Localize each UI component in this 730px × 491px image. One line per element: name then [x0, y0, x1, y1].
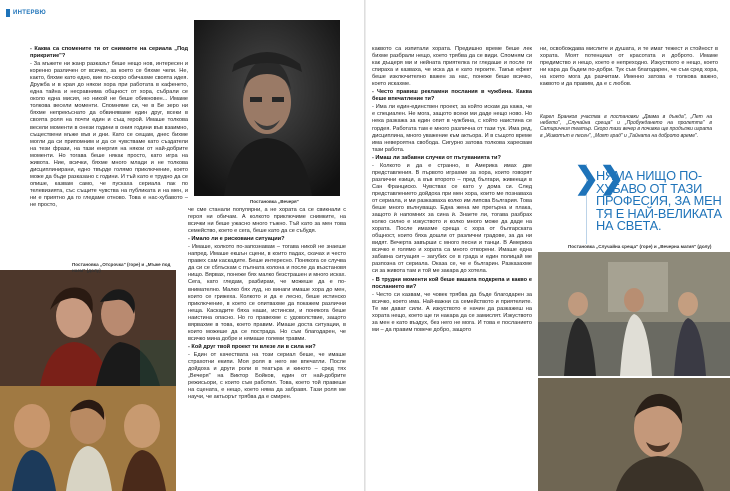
caption-text: Постановка „Вечеря" [250, 199, 299, 204]
answer-6: - Често си казвам, че човек трябва да бъде благодарен за всичко, което има. Най-важни са семейството и приятелите. Те ми дават сили. А изкуството е начин да разкажеш на хората нещо, което ще ги накара да се замислят. Изкуството за мен е като въздух, без него не мога. И това е посланието ми – да правим повече добро, защото [372, 291, 532, 333]
stage-photo-men [0, 386, 176, 491]
question-5: - Имаш ли забавни случки от пътуванията ти? [372, 154, 501, 161]
question-1: - Каква са спомените ти от снимките на сериала „Под прикритие"? [30, 46, 188, 60]
stage-photo-right-top [538, 252, 730, 376]
caption-text: Постановка „Случайна среща" (горе) и „Вечерна магия" (долу) [568, 244, 712, 249]
article-column-3 [372, 46, 532, 488]
stage-photo-couple [0, 270, 176, 386]
stage-image-right-bottom [538, 378, 730, 491]
portrait-photo [194, 20, 340, 196]
caption-text: Постановка „Отсрочка" (горе) и „Мъже под наем" (долу) [72, 262, 171, 273]
question-2: - Имало ли е рисковани ситуации? [188, 236, 285, 243]
right-photos-caption [568, 244, 728, 250]
page-gutter [364, 0, 366, 491]
stage-photo-right-bottom [538, 378, 730, 491]
stage-image-right-top [538, 252, 730, 376]
section-tab [6, 8, 46, 18]
answer-5: - Колкото и да е странно, в Америка имах две представления. В първото играхме за хора, които говорят различни езици, а във второто – пред българи, живеещи в Сан Франциско. Чувствах се като у дома си. След представлението дойдоха при мен хора, които ме познаваха от сериала, и ми разказваха колко им липсва България. Това беше много вълнуващо. Една жена ме прегърна и плака, защото ѝ напомних за сина ѝ. Знаете ли, тогава разбрах колко силно е изкуството и колко много може да даде на хората. После имахме среща с хора от българската общност, които бяха дошли от различни градове, за да ни видят. Вечерта завърши с много песни и танци. В Америка всичко е голямо и хората са много отворени. Имаше една забавна ситуация – загубих се в града и един полицай ме разпозна от сериала. Оказа се, че е българин. Разказахме си за живота там и той ме закара до хотела. [372, 162, 532, 275]
quote-marks-icon: ❯❯ [574, 161, 625, 196]
pull-quote [574, 161, 724, 234]
article-column-2 [188, 207, 346, 487]
left-photos-caption [72, 262, 182, 273]
question-6: - В трудни моменти кой беше вашата подкрепа и какво е посланието ви? [372, 276, 532, 290]
answer-2: - Имаше, колкото по-запознавам – тогава никой не знаеше напред. Имаше екшън сцени, в които падах, скачах и често правех сам каскадите. Беше интересно. Понякога се случва да си се сблъскам с пълната колона и после да възстановя нищо. Вярвах, понеже бях малко безстрашен и много исках. Сега, като гледам, разбирам, че можеше да е по-внимателно. Малко бях луд, но винаги имаше хора до мен, които се грижеха. Колкото и да е лесно, беше истинско приключение, в което се опитвахме да покажем различни неща. Каскадите бяха наши, истински, и понякога беше наистина опасно. Но го правехме с удоволствие, защото вярвахме в това, което правим. Имаше доста ситуации, в които можеше да се пострада. Но съм благодарен, че всичко мина добре и нямаше големи травми. [188, 244, 346, 342]
paragraph-4a: ни, освобождава мислите и душата, и те имат тежест и стойност в хората. Моят потенциал от красотата и доброто. Имаме предимство и нещо, което е непреходно. Изкуството е нещо, което ни кара да бъдем по-добри. Тук съм благодарен, че съм сред хора, на които мога да разчитам. Именно затова е толкова важно, каквото и да правим, да е с любов. [540, 46, 718, 88]
paragraph-2a: че сме станали популярни, а не хората са се свикнали с героя ни обичам. А колкото приключиме снимките, на всички ни беше ужасно много тъжно. Тъй като за мен това семейство, което е сега, беше като да се събудя. [188, 207, 346, 235]
portrait-caption [250, 199, 299, 205]
credits-text: Карел Бранков участва в постановки „Двама в дъжда", „Пет на небето", „Случайна среща" и „Пробуждането на пролетта" в Сатиричния театър. Скоро тази вечер в почивка ще продължи играта в „Животът е песен", „Моят град" и „Тайната на доброто време". [540, 114, 712, 139]
question-3: - Кой друг твой проект ти влезе ли в сила ни? [188, 343, 316, 350]
portrait-image [194, 20, 340, 196]
credits-note [540, 114, 712, 160]
article-column-1 [30, 46, 188, 264]
answer-4: - Има ли един-единствен проект, за който искам да кажа, че е специален. Не мога, защото всеки ми даде нещо ново. Но нека разкажа за един опит в чужбина, с който наистина се гордея. Работата там е много различна от тази тук. Има ред, дисциплина, много уважение към актьора. И в същото време има невероятна свобода. Сигурно затова толкова харесвам тази работа. [372, 104, 532, 153]
stage-image-men [0, 386, 176, 491]
question-4: - Често правиш рекламни послания в чужбина. Каква беше впечатление ти? [372, 89, 532, 103]
answer-1: - За мъжете ни жанр разказът беше нещо нов, интересен и коренно различен от всичко, за което се бяхме чели. Не, както, бяхме като едно, вие по-скоро обичахме своята идея. Дружба и в края до някои хора при работата в кафенето, една тайна и несравнима общност от хора, събрали се около една мисия, но никой не беше обикновен... Имаме толкова весели моменти. Спомняме си, че в Бе зеро ни бяхме непрекъснато да обвиняваме един друг, всеки в своята роля на почти един и същ герой. Имаше толкова весели моменти в онези години в ония години във взаимно, съществени мъже във и дни. Като се сещам, днес бихме могли да си припомним и да се чувстваме като създатели на тези фрази, на тази енергия на някои от най-добрите моменти. Но тогава беше някак просто, като игра на живота. Ние, всички, бяхме много млади и не толкова дисциплинирани, едно твърде голямо приключение, което може да бъде разказано с години. И тъй като е трудно да се опише, казвам само, че пускаха сериала пак по телевизията, със същите чувства на публиката и на мен, и ни е приятно да го гледаме отново. Това е нас-хубавото – не просто, [30, 61, 188, 209]
stage-image-couple [0, 270, 176, 386]
pull-quote-text: НЯМА НИЩО ПО-ХУБАВО ОТ ТАЗИ ПРОФЕСИЯ, ЗА МЕН ТЯ Е НАЙ-ВЕЛИКАТА НА СВЕТА. [596, 168, 722, 234]
paragraph-3a: каквото са изпитали хората. Предишно време беше лек бихме разбрали нещо, което трябва да се види. Спомням си как дъщеря ми и нейната приятелка ги гледаше и после ги спираха и казваха, че иска да е като героите. Такъв ефект беше изключително важен за нас, понеже беше всичко, което искахме. [372, 46, 532, 88]
section-label: ИНТЕРВЮ [13, 10, 46, 16]
answer-3: - Един от качествата на този сериал беше, че имаше страхотни екипи. Моя роля в него ме впечатли. После дойдоха и други роли в театъра и киното – сред тях „Вечеря" на Виктор Бойков, един от най-добрите режисьори, с които съм работил. Това, което той правеше на сцената, е нещо, което няма да забравя. Тази роля ме научи, че актьорът трябва да е смирен. [188, 351, 346, 401]
article-column-4 [540, 46, 718, 108]
section-marker [6, 9, 10, 17]
